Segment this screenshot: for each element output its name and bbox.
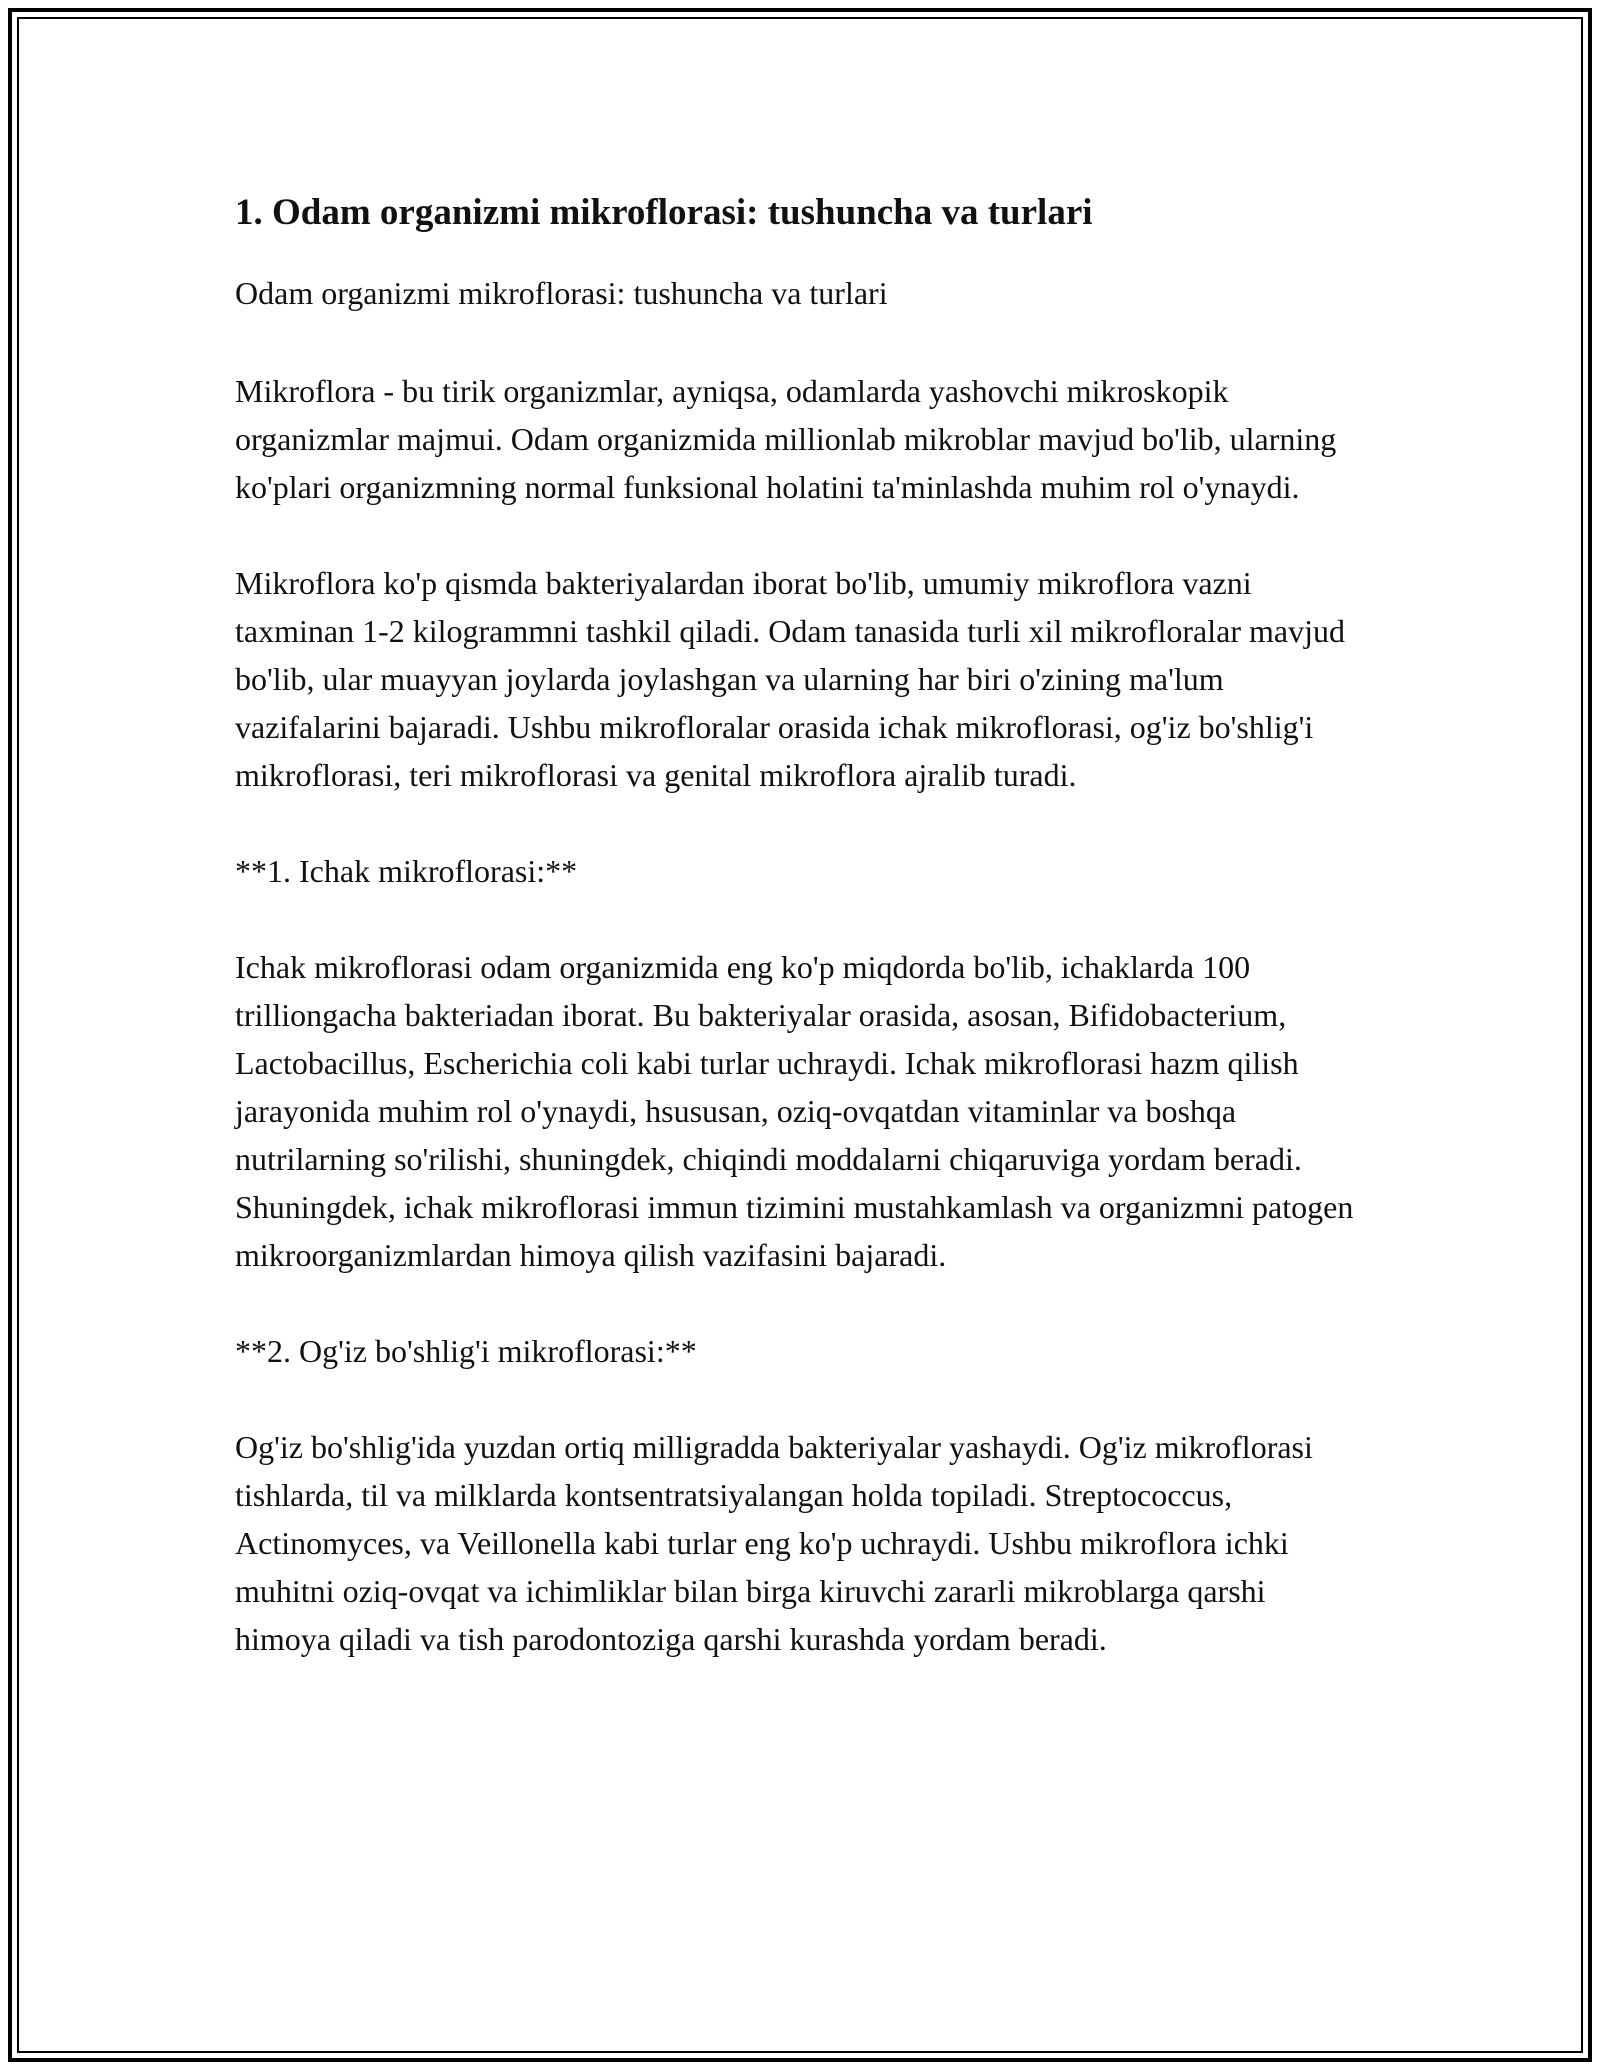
section-heading-oral: **2. Og'iz bo'shlig'i mikroflorasi:**	[235, 1333, 697, 1369]
paragraph-overview: Mikroflora ko'p qismda bakteriyalardan iborat bo'lib, umumiy mikroflora vazni taxminan 1-2 kilogrammni tashkil qiladi. Odam tanasida turli xil mikrofloralar mavjud bo'lib, ular muayyan joylarda joylashgan va ularning har biri o'zining ma'lum vazifalarini bajaradi. Ushbu mikrofloralar orasida ichak mikroflorasi, og'iz bo'shlig'i mikroflorasi, teri mikroflorasi va genital mikroflora ajralib turadi.	[235, 565, 1345, 793]
paragraph-intestinal: Ichak mikroflorasi odam organizmida eng ko'p miqdorda bo'lib, ichaklarda 100 trilliongacha bakteriadan iborat. Bu bakteriyalar orasida, asosan, Bifidobacterium, Lactobacillus, Escherichia coli kabi turlar uchraydi. Ichak mikroflorasi hazm qilish jarayonida muhim rol o'ynaydi, hsususan, oziq-ovqatdan vitaminlar va boshqa nutrilarning so'rilishi, shuningdek, chiqindi moddalarni chiqaruviga yordam beradi. Shuningdek, ichak mikroflorasi immun tizimini mustahkamlash va organizmni patogen mikroorganizmlardan himoya qilish vazifasini bajaradi.	[235, 949, 1354, 1273]
paragraph-oral: Og'iz bo'shlig'ida yuzdan ortiq milligradda bakteriyalar yashaydi. Og'iz mikroflorasi tishlarda, til va milklarda kontsentratsiyalangan holda topiladi. Streptococcus, Actinomyces, va Veillonella kabi turlar eng ko'p uchraydi. Ushbu mikroflora ichki muhitni oziq-ovqat va ichimliklar bilan birga kiruvchi zararli mikroblarga qarshi himoya qiladi va tish parodontoziga qarshi kurashda yordam beradi.	[235, 1429, 1313, 1657]
paragraph-subtitle: Odam organizmi mikroflorasi: tushuncha va turlari	[235, 275, 888, 311]
document-title: 1. Odam organizmi mikroflorasi: tushuncha va turlari	[235, 192, 1093, 233]
paragraph-definition: Mikroflora - bu tirik organizmlar, ayniqsa, odamlarda yashovchi mikroskopik organizmlar majmui. Odam organizmida millionlab mikroblar mavjud bo'lib, ularning ko'plari organizmning normal funksional holatini ta'minlashda muhim rol o'ynaydi.	[235, 373, 1337, 505]
document-body	[235, 185, 1365, 1711]
section-heading-intestinal: **1. Ichak mikroflorasi:**	[235, 853, 578, 889]
